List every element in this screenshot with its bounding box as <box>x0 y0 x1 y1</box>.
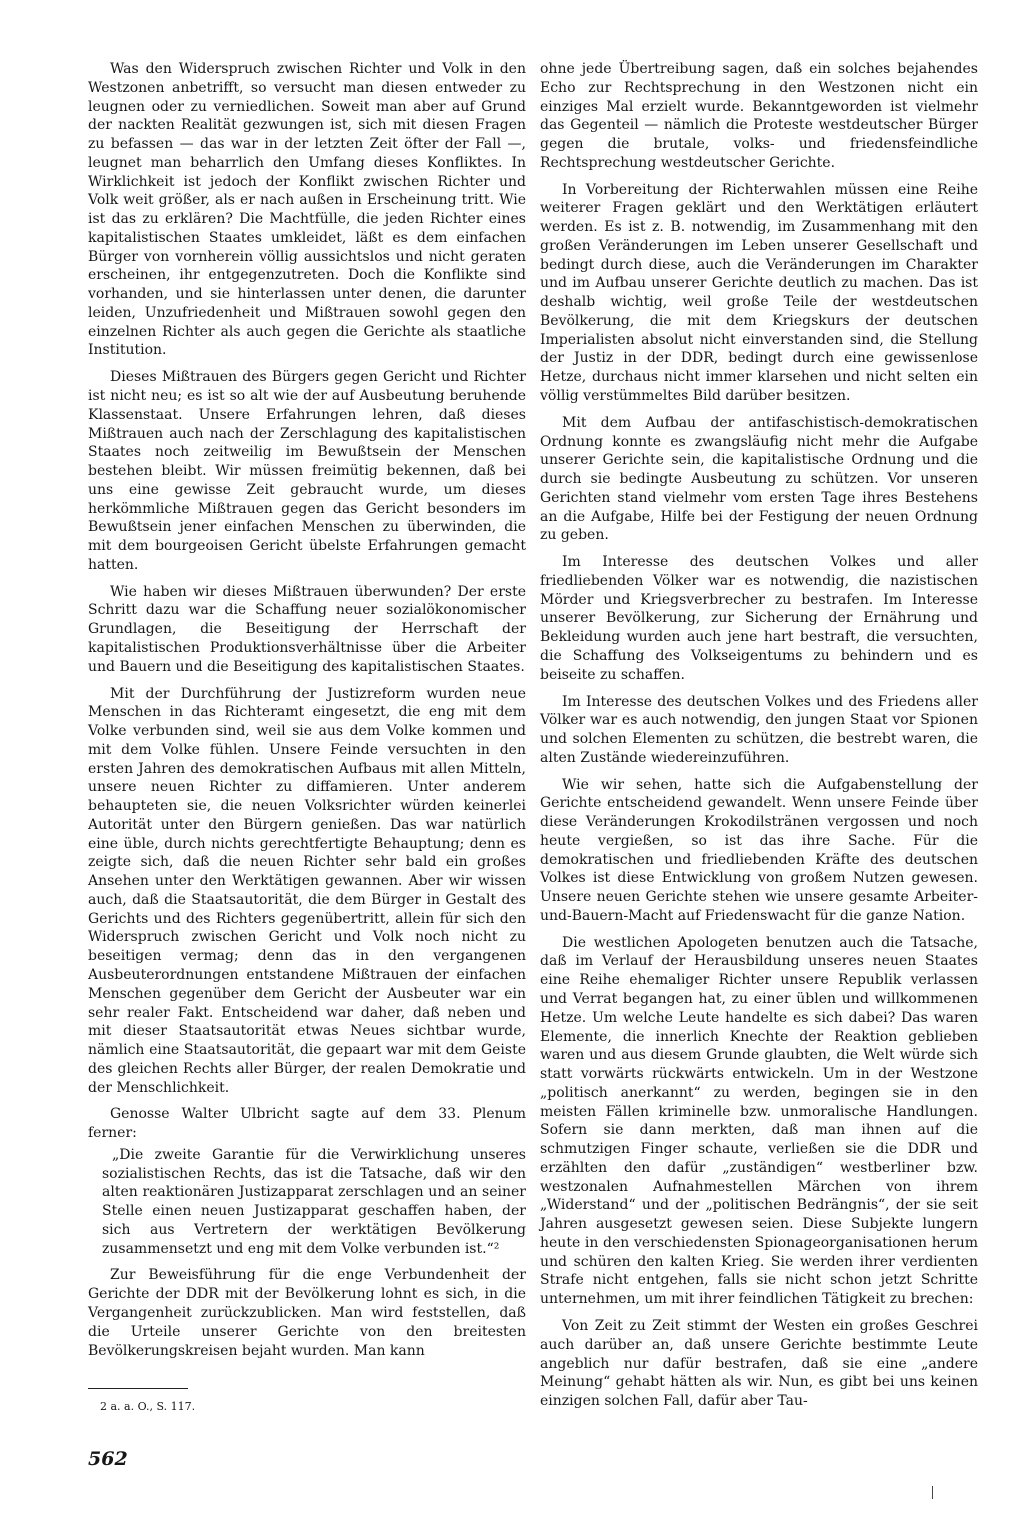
footnote: 2 a. a. O., S. 117. <box>100 1400 196 1413</box>
paragraph: Die westlichen Apologeten benutzen auch die Tatsache, daß im Verlauf der Herausbildung unseres neuen Staates eine Reihe ehemaliger Richter unsere Republik verlassen und Verrat begangen hat, zu einer üblen und willkommenen Hetze. Um welche Leute handelte es sich dabei? Das waren Elemente, die innerlich Knechte der Reaktion geblieben waren und aus diesem Grunde glaubten, die Welt würde sich statt vorwärts rückwärts entwickeln. Um in der Westzone „politisch anerkannt“ zu werden, begingen sie in den meisten Fällen kriminelle bzw. unmoralische Handlungen. Sofern sie dann merkten, daß man ihnen auf die schmutzigen Finger schaute, verließen sie die DDR und erzählten den dafür „zuständigen“ westberliner bzw. westzonalen Aufnahmestellen Märchen von ihrem „Widerstand“ und der „politischen Bedrängnis“, der sie seit Jahren ausgesetzt gewesen seien. Diese Subjekte lungern heute in den verschiedensten Spionageorganisationen herum und schüren den kalten Krieg. Sie werden ihrer verdienten Strafe nicht entgehen, falls sie nicht schon jetzt Schritte unternehmen, um mit ihrer feindlichen Tätigkeit zu brechen: <box>540 934 978 1308</box>
paragraph: Im Interesse des deutschen Volkes und des Friedens aller Völker war es auch notwendig, den jungen Staat vor Spionen und solchen Elementen zu schützen, die bestrebt waren, die alten Zustände wiedereinzuführen. <box>540 693 978 766</box>
paragraph: Wie haben wir dieses Mißtrauen überwunden? Der erste Schritt dazu war die Schaffung neuer sozialökonomischer Grundlagen, die Beseitigung der Herrschaft der kapitalistischen Produktionsverhältnisse über die Arbeiter und Bauern und die Beseitigung des kapitalistischen Staates. <box>88 583 526 675</box>
paragraph: Im Interesse des deutschen Volkes und aller friedliebenden Völker war es notwendig, die nazistischen Mörder und Kriegsverbrecher zu bestrafen. Im Interesse unserer Bevölkerung, zur Sicherung der Ernährung und Bekleidung wurden auch jene hart bestraft, die versuchten, die Schaffung des Volkseigentums zu behindern und es beiseite zu schaffen. <box>540 554 978 683</box>
paragraph: Wie wir sehen, hatte sich die Aufgabenstellung der Gerichte entscheidend gewandelt. Wenn unsere Feinde über diese Veränderungen Krokodilstränen vergossen und noch heute vergießen, so ist das ihre Sache. Für die demokratischen und friedliebenden Kräfte des deutschen Volkes ist diese Entwicklung von großem Nutzen gewesen. Unsere neuen Gerichte stehen wie unsere gesamte Arbeiter-und-Bauern-Macht auf Friedenswacht für die ganze Nation. <box>540 776 978 924</box>
paragraph: Genosse Walter Ulbricht sagte auf dem 33. Plenum ferner: <box>88 1106 526 1142</box>
paragraph: Mit der Durchführung der Justizreform wurden neue Menschen in das Richteramt eingesetzt, die eng mit dem Volke verbunden sind, weil sie aus dem Volke kommen und mit dem Volke fühlen. Unsere Feinde versuchten in den ersten Jahren des demokratischen Aufbaus mit allen Mitteln, unsere neuen Richter zu diffamieren. Unter anderem behaupteten sie, die neuen Volksrichter würden keinerlei Autorität unter den Bürgern genießen. Das war natürlich eine üble, durch nichts gerechtfertigte Behauptung; denn es zeigte sich, daß die neuen Richter sehr bald ein großes Ansehen unter den Werktätigen gewannen. Aber wir wissen auch, daß die Staatsautorität, die dem Bürger in Gestalt des Gerichts und des Richters gegenübertritt, allein für sich den Widerspruch zwischen Gericht und Volk noch nicht zu beseitigen vermag; denn das in den vergangenen Ausbeuterordnungen entstandene Mißtrauen der einfachen Menschen gegenüber dem Gericht der Ausbeuter war ein sehr realer Fakt. Entscheidend war daher, daß neben und mit dieser Staatsautorität etwas Neues sichtbar wurde, nämlich eine Staatsautorität, die gepaart war mit dem Geiste des gleichen Rechts aller Bürger, der realen Demokratie und der Menschlichkeit. <box>88 685 526 1096</box>
paragraph: Mit dem Aufbau der antifaschistisch-demokratischen Ordnung konnte es zwangsläufig nicht mehr die Aufgabe unserer Gerichte sein, die kapitalistische Ordnung und die durch sie bedingte Ausbeutung zu schützen. Vor unseren Gerichten stand vielmehr vom ersten Tage ihres Bestehens an die Aufgabe, Hilfe bei der Festigung der neuen Ordnung zu geben. <box>540 414 978 544</box>
paragraph: Zur Beweisführung für die enge Verbundenheit der Gerichte der DDR mit der Bevölkerung lohnt es sich, in die Vergangenheit zurückzublicken. Man wird feststellen, daß die Urteile unserer Gerichte von den breitesten Bevölkerungskreisen bejaht wurden. Man kann <box>88 1267 526 1359</box>
paragraph: In Vorbereitung der Richterwahlen müssen eine Reihe weiterer Fragen geklärt und den Werktätigen erläutert werden. Es ist z. B. notwendig, im Zusammenhang mit den großen Veränderungen im Leben unserer Gesellschaft und bedingt durch diese, auch die Veränderungen im Charakter und im Aufbau unserer Gerichte deutlich zu machen. Das ist deshalb wichtig, weil große Teile der westdeutschen Bevölkerung, die mit dem Kriegskurs der deutschen Imperialisten absolut nicht einverstanden sind, die Stellung der Justiz in der DDR, bedingt durch eine gewissenlose Hetze, durchaus nicht immer klarsehen und nicht selten ein völlig verstümmeltes Bild darüber besitzen. <box>540 181 978 405</box>
paragraph: Von Zeit zu Zeit stimmt der Westen ein großes Geschrei auch darüber an, daß unsere Gerichte bestimmte Leute angeblich nur dafür bestrafen, daß sie eine „andere Meinung“ gehabt hätten als wir. Nun, es gibt bei uns keinen einzigen solchen Fall, dafür aber Tau- <box>540 1318 978 1410</box>
paragraph: Dieses Mißtrauen des Bürgers gegen Gericht und Richter ist nicht neu; es ist so alt wie der auf Ausbeutung beruhende Klassenstaat. Unsere Erfahrungen lehren, daß dieses Mißtrauen auch nach der Zerschlagung des kapitalistischen Staates noch zeitweilig im Bewußtsein der Menschen bestehen bleibt. Wir müssen freimütig bekennen, daß bei uns eine gewisse Zeit gebraucht wurde, um dieses herkömmliche Mißtrauen gegen das Gericht besonders im Bewußtsein jener einfachen Menschen zu überwinden, die mit dem bourgeoisen Gericht übelste Erfahrungen gemacht hatten. <box>88 369 526 573</box>
margin-mark <box>932 1486 933 1499</box>
paragraph: Was den Widerspruch zwischen Richter und Volk in den Westzonen anbetrifft, so versucht man diesen entweder zu leugnen oder zu verniedlichen. Soweit man aber auf Grund der nackten Realität gezwungen ist, sich mit diesen Fragen zu befassen — das war in der letzten Zeit öfter der Fall —, leugnet man beharrlich den Umfang dieses Konfliktes. In Wirklichkeit ist jedoch der Konflikt zwischen Richter und Volk weit größer, als er nach außen in Erscheinung tritt. Wie ist das zu erklären? Die Machtfülle, die jeden Richter eines kapitalistischen Staates umkleidet, läßt es dem einfachen Bürger von vornherein völlig aussichtslos und nicht geraten erscheinen, ihr entgegenzutreten. Doch die Konflikte sind vorhanden, und sie hinterlassen unter denen, die darunter leiden, Unzufriedenheit und Mißtrauen sowohl gegen den einzelnen Richter als auch gegen die Gerichte als staatliche Institution. <box>88 61 526 359</box>
left-column <box>88 60 526 1368</box>
paragraph: ohne jede Übertreibung sagen, daß ein solches bejahendes Echo zur Rechtsprechung in den Westzonen nicht ein einziges Mal erzielt wurde. Bekanntgeworden ist vielmehr das Gegenteil — nämlich die Proteste westdeutscher Bürger gegen die brutale, volks- und friedensfeindliche Rechtsprechung westdeutscher Gerichte. <box>540 61 978 171</box>
quotation: „Die zweite Garantie für die Verwirklichung unseres sozialistischen Rechts, das ist die Tatsache, daß wir den alten reaktionären Justizapparat zerschlagen und an seiner Stelle einen neuen Justizapparat geschaffen haben, der sich aus Vertretern der werktätigen Bevölkerung zusammensetzt und eng mit dem Volke verbunden ist.“² <box>102 1146 526 1257</box>
page-number: 562 <box>88 1448 128 1470</box>
right-column <box>540 60 978 1419</box>
footnote-divider <box>88 1388 188 1389</box>
